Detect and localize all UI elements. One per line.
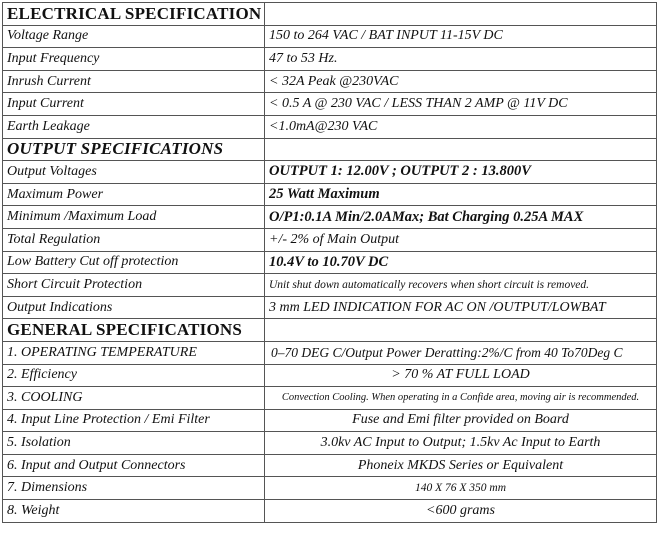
spec-value: 140 X 76 X 350 mm [265,477,657,500]
spec-label: 4. Input Line Protection / Emi Filter [3,409,265,432]
spec-row [3,364,657,387]
spec-row [3,296,657,319]
spec-row [3,454,657,477]
spec-label: 5. Isolation [3,432,265,455]
spec-row [3,183,657,206]
section-header-electrical [3,3,657,26]
spec-value: OUTPUT 1: 12.00V ; OUTPUT 2 : 13.800V [265,161,657,184]
spec-value: 25 Watt Maximum [265,183,657,206]
spec-label: Earth Leakage [3,115,265,138]
spec-label: Voltage Range [3,25,265,48]
spec-row [3,251,657,274]
spec-label: 7. Dimensions [3,477,265,500]
spec-value: 10.4V to 10.70V DC [265,251,657,274]
spec-value: O/P1:0.1A Min/2.0AMax; Bat Charging 0.25A MAX [265,206,657,229]
spec-value: 3 mm LED INDICATION FOR AC ON /OUTPUT/LOWBAT [265,296,657,319]
spec-row [3,409,657,432]
spec-row [3,161,657,184]
spec-value: Fuse and Emi filter provided on Board [265,409,657,432]
empty-cell [265,3,657,26]
spec-label: Minimum /Maximum Load [3,206,265,229]
spec-value: > 70 % AT FULL LOAD [265,364,657,387]
spec-row [3,341,657,364]
section-title: GENERAL SPECIFICATIONS [3,319,265,342]
section-title: ELECTRICAL SPECIFICATION [3,3,265,26]
spec-label: Inrush Current [3,70,265,93]
spec-value: 3.0kv AC Input to Output; 1.5kv Ac Input to Earth [265,432,657,455]
spec-value: <600 grams [265,500,657,523]
spec-label: Input Frequency [3,48,265,71]
spec-value: < 32A Peak @230VAC [265,70,657,93]
spec-label: 2. Efficiency [3,364,265,387]
spec-label: 8. Weight [3,500,265,523]
spec-row [3,48,657,71]
spec-row [3,206,657,229]
spec-row [3,70,657,93]
spec-row [3,387,657,410]
spec-label: 3. COOLING [3,387,265,410]
spec-row [3,228,657,251]
spec-row [3,432,657,455]
spec-label: Input Current [3,93,265,116]
spec-row [3,25,657,48]
spec-row [3,93,657,116]
section-title: OUTPUT SPECIFICATIONS [3,138,265,161]
spec-label: Low Battery Cut off protection [3,251,265,274]
spec-label: 1. OPERATING TEMPERATURE [3,341,265,364]
spec-value: Unit shut down automatically recovers when short circuit is removed. [265,274,657,297]
spec-value: 150 to 264 VAC / BAT INPUT 11-15V DC [265,25,657,48]
spec-label: Short Circuit Protection [3,274,265,297]
spec-value: <1.0mA@230 VAC [265,115,657,138]
spec-row [3,115,657,138]
spec-value: Convection Cooling. When operating in a Confide area, moving air is recommended. [265,387,657,410]
spec-row [3,274,657,297]
spec-value: 0–70 DEG C/Output Power Deratting:2%/C from 40 To70Deg C [265,341,657,364]
spec-label: Total Regulation [3,228,265,251]
spec-row [3,477,657,500]
empty-cell [265,319,657,342]
spec-value: < 0.5 A @ 230 VAC / LESS THAN 2 AMP @ 11V DC [265,93,657,116]
spec-row [3,500,657,523]
spec-value: Phoneix MKDS Series or Equivalent [265,454,657,477]
spec-label: 6. Input and Output Connectors [3,454,265,477]
spec-label: Output Voltages [3,161,265,184]
section-header-general [3,319,657,342]
spec-label: Maximum Power [3,183,265,206]
specification-table [2,2,657,523]
spec-value: 47 to 53 Hz. [265,48,657,71]
spec-label: Output Indications [3,296,265,319]
section-header-output [3,138,657,161]
spec-value: +/- 2% of Main Output [265,228,657,251]
empty-cell [265,138,657,161]
